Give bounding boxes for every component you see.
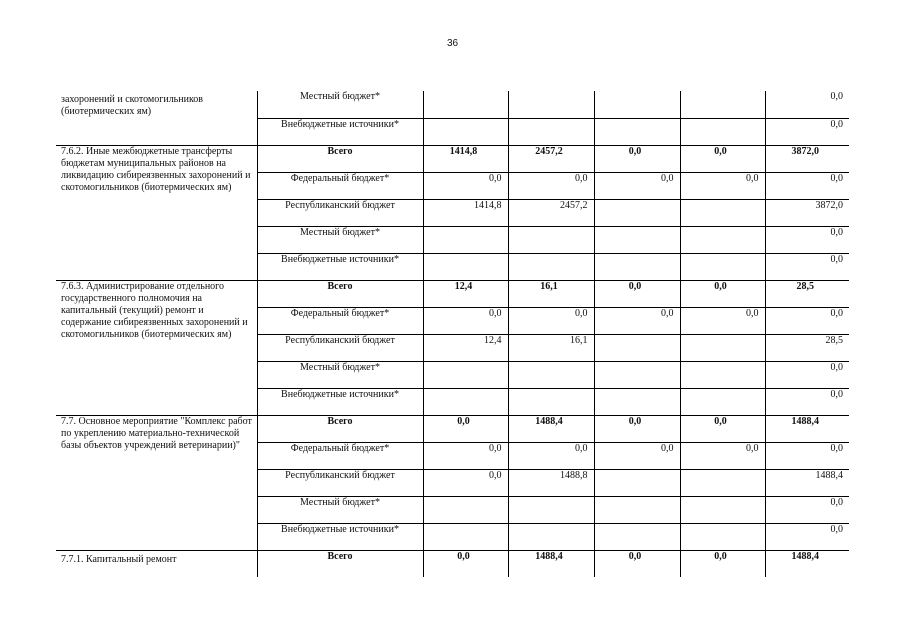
value-cell: 0,0 <box>765 253 849 280</box>
value-cell <box>423 496 508 523</box>
value-cell <box>594 199 680 226</box>
value-cell <box>594 118 680 145</box>
value-cell <box>594 334 680 361</box>
funding-source-cell: Федеральный бюджет* <box>257 172 423 199</box>
value-cell: 0,0 <box>423 415 508 442</box>
funding-source-cell: Федеральный бюджет* <box>257 307 423 334</box>
value-cell <box>423 388 508 415</box>
funding-source-cell: Федеральный бюджет* <box>257 442 423 469</box>
value-cell: 1488,8 <box>508 469 594 496</box>
value-cell: 0,0 <box>765 226 849 253</box>
value-cell: 0,0 <box>508 442 594 469</box>
value-cell: 0,0 <box>423 550 508 577</box>
value-cell <box>594 388 680 415</box>
value-cell <box>508 226 594 253</box>
value-cell: 0,0 <box>765 388 849 415</box>
value-cell <box>680 361 765 388</box>
value-cell <box>680 118 765 145</box>
value-cell: 0,0 <box>765 307 849 334</box>
value-cell: 1414,8 <box>423 145 508 172</box>
value-cell <box>423 361 508 388</box>
value-cell: 0,0 <box>680 145 765 172</box>
value-cell <box>594 496 680 523</box>
value-cell: 0,0 <box>508 172 594 199</box>
value-cell: 0,0 <box>594 145 680 172</box>
value-cell <box>594 253 680 280</box>
value-cell: 0,0 <box>423 172 508 199</box>
funding-source-cell: Местный бюджет* <box>257 361 423 388</box>
value-cell: 0,0 <box>423 307 508 334</box>
value-cell: 1488,4 <box>765 550 849 577</box>
funding-source-cell: Внебюджетные источники* <box>257 523 423 550</box>
funding-source-cell: Всего <box>257 415 423 442</box>
value-cell <box>680 469 765 496</box>
funding-source-cell: Республиканский бюджет <box>257 334 423 361</box>
value-cell <box>680 388 765 415</box>
value-cell <box>423 226 508 253</box>
value-cell <box>680 226 765 253</box>
page-number: 36 <box>446 38 459 49</box>
funding-source-cell: Республиканский бюджет <box>257 469 423 496</box>
value-cell: 0,0 <box>765 91 849 118</box>
event-name-cell: 7.6.3. Администрирование отдельного государственного полномочия на капитальный (текущий) ремонт и содержание сибиреязвенных захоронений и скотомогильников (биотермических ям) <box>56 280 257 415</box>
value-cell: 0,0 <box>680 415 765 442</box>
value-cell: 0,0 <box>765 172 849 199</box>
value-cell: 0,0 <box>508 307 594 334</box>
value-cell: 1414,8 <box>423 199 508 226</box>
funding-source-cell: Всего <box>257 145 423 172</box>
event-name-cell: захоронений и скотомогильников (биотермических ям) <box>56 91 257 145</box>
value-cell: 2457,2 <box>508 145 594 172</box>
value-cell: 0,0 <box>765 442 849 469</box>
table-row <box>56 550 849 577</box>
value-cell <box>423 91 508 118</box>
value-cell <box>423 523 508 550</box>
value-cell: 0,0 <box>594 172 680 199</box>
funding-source-cell: Местный бюджет* <box>257 91 423 118</box>
budget-table-body <box>56 91 849 577</box>
funding-source-cell: Внебюджетные источники* <box>257 118 423 145</box>
value-cell: 0,0 <box>594 280 680 307</box>
event-name-cell: 7.7.1. Капитальный ремонт <box>56 550 257 577</box>
value-cell: 0,0 <box>423 442 508 469</box>
value-cell: 0,0 <box>423 469 508 496</box>
value-cell: 2457,2 <box>508 199 594 226</box>
funding-source-cell: Внебюджетные источники* <box>257 388 423 415</box>
value-cell: 0,0 <box>680 172 765 199</box>
value-cell: 0,0 <box>594 415 680 442</box>
value-cell: 0,0 <box>594 442 680 469</box>
value-cell: 12,4 <box>423 280 508 307</box>
event-name-cell: 7.6.2. Иные межбюджетные трансферты бюджетам муниципальных районов на ликвидацию сибиреязвенных захоронений и скотомогильников (биотермических ям) <box>56 145 257 280</box>
value-cell <box>594 226 680 253</box>
value-cell <box>680 91 765 118</box>
funding-source-cell: Всего <box>257 280 423 307</box>
value-cell <box>680 199 765 226</box>
value-cell <box>508 523 594 550</box>
value-cell: 0,0 <box>680 307 765 334</box>
value-cell <box>594 91 680 118</box>
value-cell: 0,0 <box>594 307 680 334</box>
value-cell: 0,0 <box>765 496 849 523</box>
table-row <box>56 145 849 172</box>
value-cell: 1488,4 <box>508 550 594 577</box>
table-row <box>56 280 849 307</box>
value-cell: 0,0 <box>765 118 849 145</box>
value-cell: 1488,4 <box>508 415 594 442</box>
value-cell: 3872,0 <box>765 145 849 172</box>
funding-source-cell: Местный бюджет* <box>257 226 423 253</box>
value-cell <box>508 388 594 415</box>
value-cell: 0,0 <box>765 523 849 550</box>
value-cell <box>508 91 594 118</box>
value-cell <box>680 523 765 550</box>
value-cell <box>508 496 594 523</box>
value-cell <box>680 496 765 523</box>
value-cell: 0,0 <box>680 550 765 577</box>
table-row <box>56 91 849 118</box>
value-cell: 12,4 <box>423 334 508 361</box>
funding-source-cell: Внебюджетные источники* <box>257 253 423 280</box>
value-cell <box>508 253 594 280</box>
value-cell: 28,5 <box>765 334 849 361</box>
value-cell <box>423 253 508 280</box>
value-cell: 1488,4 <box>765 469 849 496</box>
value-cell <box>680 253 765 280</box>
value-cell: 0,0 <box>680 280 765 307</box>
value-cell: 0,0 <box>680 442 765 469</box>
table-row <box>56 415 849 442</box>
value-cell <box>594 523 680 550</box>
value-cell: 0,0 <box>594 550 680 577</box>
event-name-cell: 7.7. Основное мероприятие "Комплекс работ по укреплению материально-технической базы объектов учреждений ветеринарии)" <box>56 415 257 550</box>
value-cell: 16,1 <box>508 334 594 361</box>
budget-table <box>56 91 849 577</box>
funding-source-cell: Местный бюджет* <box>257 496 423 523</box>
value-cell <box>423 118 508 145</box>
funding-source-cell: Республиканский бюджет <box>257 199 423 226</box>
value-cell <box>508 361 594 388</box>
value-cell: 3872,0 <box>765 199 849 226</box>
value-cell <box>508 118 594 145</box>
value-cell: 0,0 <box>765 361 849 388</box>
value-cell <box>680 334 765 361</box>
funding-source-cell: Всего <box>257 550 423 577</box>
value-cell: 1488,4 <box>765 415 849 442</box>
value-cell <box>594 469 680 496</box>
value-cell: 16,1 <box>508 280 594 307</box>
value-cell: 28,5 <box>765 280 849 307</box>
value-cell <box>594 361 680 388</box>
